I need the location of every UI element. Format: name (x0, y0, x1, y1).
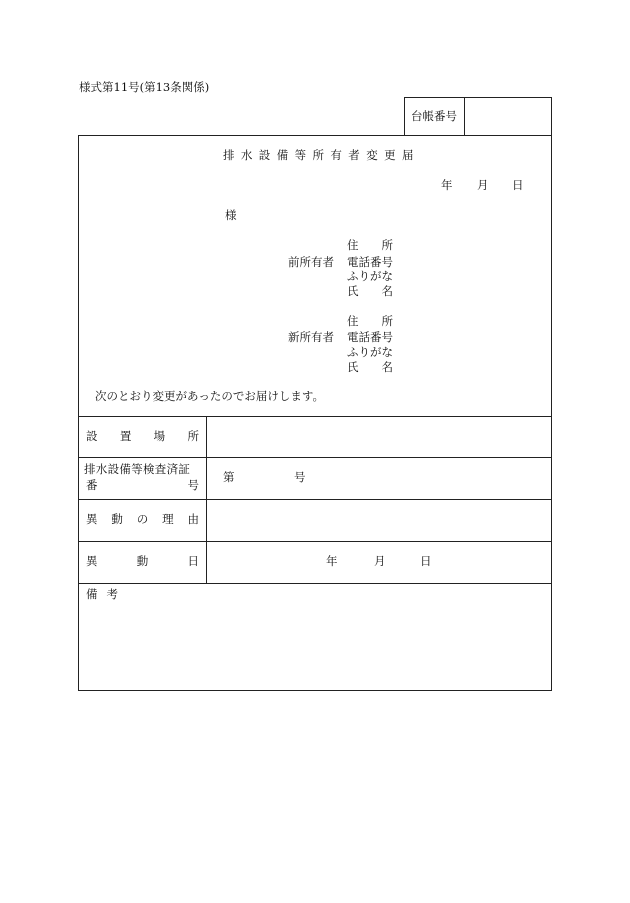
row-divider (78, 457, 552, 458)
form-title-text: 排水設備等所有者変更届 (223, 148, 420, 162)
ledger-divider (464, 97, 465, 136)
previous-owner-phone-label: 電話番号 (347, 255, 393, 269)
location-field[interactable] (212, 420, 546, 454)
reason-label: 異 動 の 理 由 (86, 512, 199, 526)
form-number: 様式第11号(第13条関係) (79, 80, 210, 94)
location-label: 設 置 場 所 (86, 429, 199, 443)
row-divider (78, 583, 552, 584)
change-date-day: 日 (420, 554, 432, 568)
addressee-suffix: 様 (225, 208, 237, 222)
new-owner-address-label: 住 所 (347, 314, 393, 328)
previous-owner-name-label: 氏 名 (347, 284, 393, 298)
certificate-suffix: 号 (294, 470, 306, 484)
new-owner-phone-label: 電話番号 (347, 330, 393, 344)
previous-owner-furigana-label: ふりがな (347, 269, 393, 283)
ledger-number-label: 台帳番号 (411, 109, 457, 123)
date-year: 年 (441, 178, 453, 192)
row-divider (78, 499, 552, 500)
date-month: 月 (477, 178, 489, 192)
ledger-number-value[interactable] (472, 111, 546, 125)
change-date-year: 年 (326, 554, 338, 568)
remarks-label: 備 考 (86, 587, 118, 601)
reason-field[interactable] (212, 503, 546, 537)
change-date-month: 月 (374, 554, 386, 568)
row-divider (78, 541, 552, 542)
change-date-label: 異 動 日 (86, 554, 199, 568)
previous-owner-address-label: 住 所 (347, 238, 393, 252)
new-owner-furigana-label: ふりがな (347, 345, 393, 359)
column-divider (206, 416, 207, 583)
previous-owner-label: 前所有者 (288, 255, 334, 269)
row-divider (78, 416, 552, 417)
date-day: 日 (512, 178, 524, 192)
form-title (223, 148, 420, 162)
certificate-prefix: 第 (223, 470, 235, 484)
new-owner-name-label: 氏 名 (347, 360, 393, 374)
remarks-field[interactable] (84, 606, 546, 686)
new-owner-label: 新所有者 (288, 330, 334, 344)
certificate-number-field[interactable] (240, 466, 290, 490)
certificate-label-line1: 排水設備等検査済証 (84, 462, 191, 476)
certificate-label-line2: 番 号 (86, 478, 199, 492)
statement-text: 次のとおり変更があったのでお届けします。 (95, 389, 324, 403)
